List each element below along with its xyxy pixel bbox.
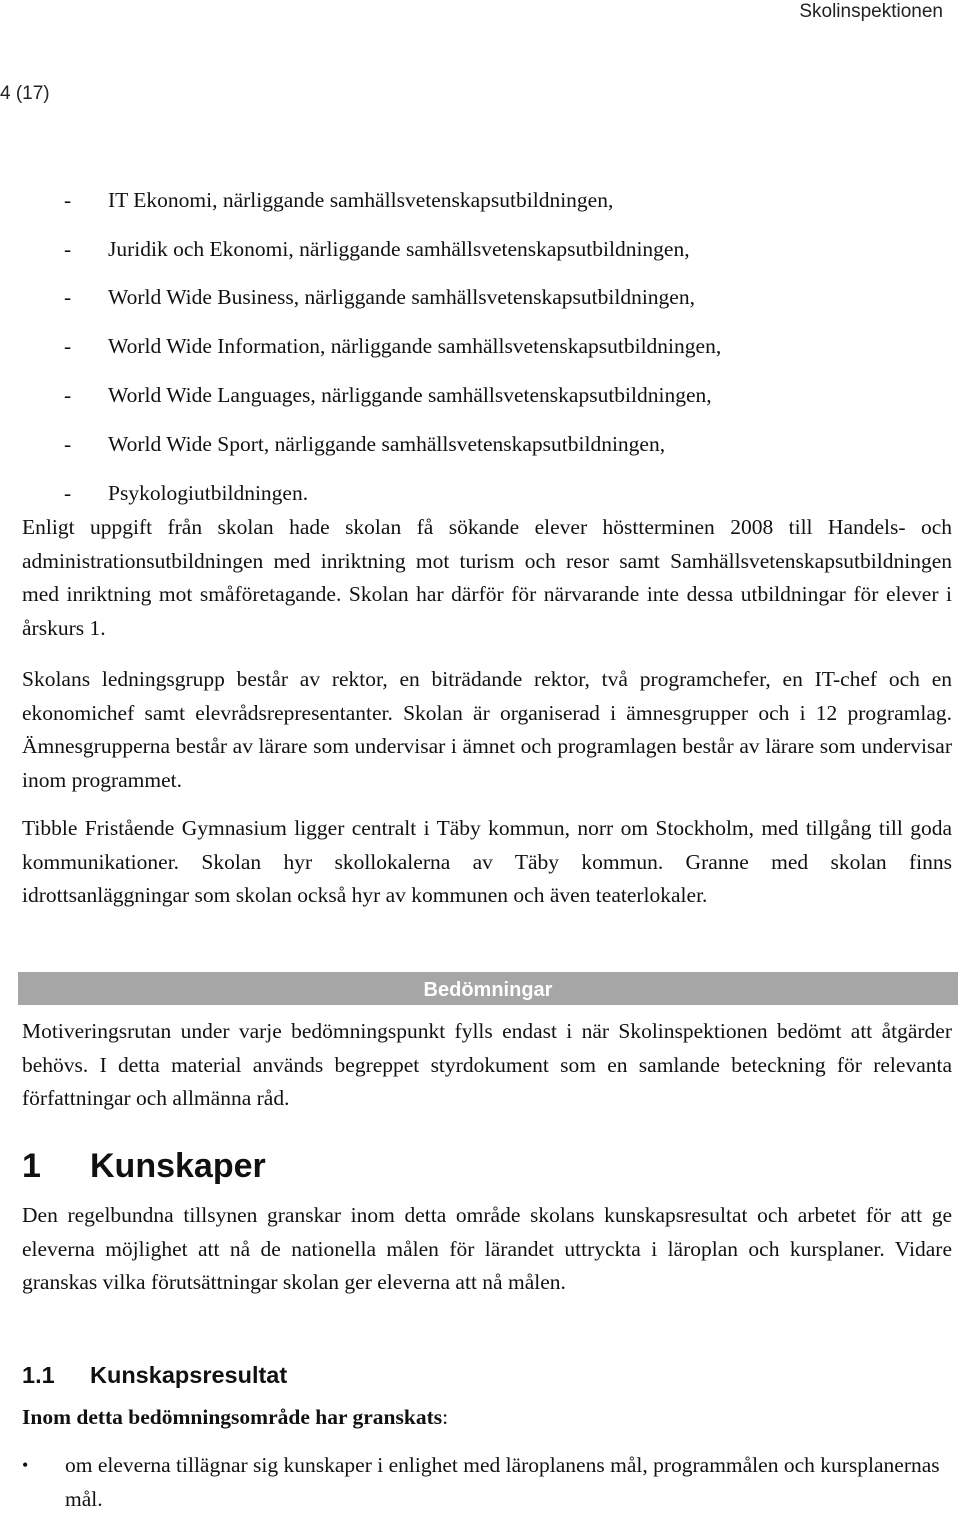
- program-list: [22, 176, 942, 518]
- list-item-text: IT Ekonomi, närliggande samhällsvetenskapsutbildningen,: [108, 187, 614, 212]
- list-item-text: World Wide Business, närliggande samhällsvetenskapsutbildningen,: [108, 285, 695, 310]
- dash-marker: -: [64, 480, 72, 505]
- review-bullet-list: [22, 1449, 957, 1516]
- assessments-title: Bedömningar: [423, 979, 553, 1001]
- dash-marker: -: [64, 383, 72, 408]
- review-lead-colon: :: [442, 1405, 449, 1429]
- management-paragraph: Skolans ledningsgrupp består av rektor, en biträdande rektor, två programchefer, en IT-chef och en ekonomichef samt elevrådsrepresentanter. Skolan är organiserad i ämnesgrupper och i 12 programlag. Ämnesgrupperna består av lärare som undervisar i ämnet och programlagen består av lärare som undervisar inom programmet.: [22, 667, 952, 792]
- list-item: [22, 371, 942, 420]
- location-paragraph: Tibble Fristående Gymnasium ligger centralt i Täby kommun, norr om Stockholm, med tillgång till goda kommunikationer. Skolan hyr skollokalerna av Täby kommun. Granne med skolan finns idrottsanläggningar som skolan också hyr av kommunen och även teaterlokaler.: [22, 816, 952, 907]
- bullet-icon: •: [22, 1455, 29, 1475]
- review-lead-text: Inom detta bedömningsområde har granskats: [22, 1405, 443, 1429]
- section-number: 1: [22, 1147, 41, 1185]
- section-paragraph: Den regelbundna tillsynen granskar inom detta område skolans kunskapsresultat och arbetet för att ge eleverna möjlighet att nå de nationella målen för lärandet uttryckta i läroplan och kursplaner. Vidare granskas vilka förutsättningar skolan ger eleverna att nå målen.: [22, 1203, 952, 1294]
- dash-marker: -: [64, 236, 72, 261]
- review-lead: [22, 1401, 448, 1435]
- list-item: [22, 1449, 957, 1516]
- section-heading: [22, 1143, 266, 1189]
- section-title: Kunskaper: [90, 1147, 266, 1185]
- list-item-text: Juridik och Ekonomi, närliggande samhällsvetenskapsutbildningen,: [108, 236, 690, 261]
- list-item-text: Psykologiutbildningen.: [108, 480, 309, 505]
- list-item: [22, 225, 942, 274]
- header-organization: Skolinspektionen: [799, 1, 943, 22]
- list-item-text: World Wide Sport, närliggande samhällsvetenskapsutbildningen,: [108, 431, 666, 456]
- list-item-text: om eleverna tillägnar sig kunskaper i enlighet med läroplanens mål, programmålen och kursplanernas mål.: [65, 1453, 940, 1511]
- list-item: [22, 322, 942, 371]
- subsection-number: 1.1: [22, 1362, 55, 1388]
- list-item: [22, 176, 942, 225]
- list-item-text: World Wide Languages, närliggande samhällsvetenskapsutbildningen,: [108, 383, 712, 408]
- subsection-heading: [22, 1359, 287, 1391]
- assessments-banner: [18, 972, 958, 1005]
- assessments-paragraph: Motiveringsrutan under varje bedömningspunkt fylls endast i när Skolinspektionen bedömt att åtgärder behövs. I detta material används begreppet styrdokument som en samlande beteckning för relevanta författningar och allmänna råd.: [22, 1019, 952, 1110]
- subsection-title: Kunskapsresultat: [90, 1362, 288, 1388]
- list-item: [22, 274, 942, 323]
- dash-marker: -: [64, 285, 72, 310]
- dash-marker: -: [64, 431, 72, 456]
- applicants-paragraph: Enligt uppgift från skolan hade skolan få sökande elever höstterminen 2008 till Handels- och administrationsutbildningen med inriktning mot turism och resor samt Samhällsvetenskapsutbildningen med inriktning mot småföretagande. Skolan har därför för närvarande inte dessa utbildningar för elever i årskurs 1.: [22, 515, 952, 640]
- dash-marker: -: [64, 334, 72, 359]
- list-item: [22, 420, 942, 469]
- dash-marker: -: [64, 187, 72, 212]
- list-item-text: World Wide Information, närliggande samhällsvetenskapsutbildningen,: [108, 334, 722, 359]
- page-number: 4 (17): [0, 83, 50, 104]
